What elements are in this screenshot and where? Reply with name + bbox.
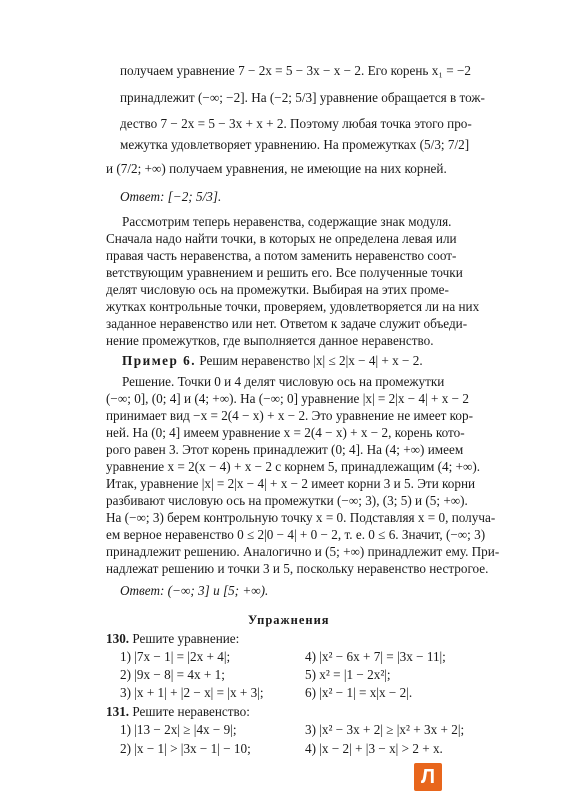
paragraph1-line-1: получаем уравнение 7 − 2x = 5 − 3x − x − 2. Его корень x₁ = −2: [120, 63, 472, 78]
publisher-logo-icon: Л: [414, 763, 442, 791]
paragraph1-line-3: дество 7 − 2x = 5 − 3x + x + 2. Поэтому любая точка этого про-: [120, 116, 472, 131]
task-131: [106, 703, 250, 720]
paragraph2-line-3: правая часть неравенства, а потом заменить неравенство соот-: [106, 248, 457, 263]
paragraph2-line-2: Сначала надо найти точки, в которых не определена левая или: [106, 231, 457, 246]
task-130-number: 130.: [106, 631, 130, 646]
solution-line-1: Решение. Точки 0 и 4 делят числовую ось на промежутки: [122, 374, 445, 389]
task-130: [106, 630, 239, 647]
exercises-heading: Упражнения: [248, 613, 330, 627]
task-131-number: 131.: [106, 704, 130, 719]
solution-line-7: Итак, уравнение |x| = 2|x − 4| + x − 2 имеет корни 3 и 5. Эти корни: [106, 476, 476, 491]
paragraph1-line-5: и (7/2; +∞) получаем уравнения, не имеющие на них корней.: [106, 161, 447, 176]
task-131-item-4: 4) |x − 2| + |3 − x| > 2 + x.: [305, 741, 443, 756]
solution-line-10: ем верное неравенство 0 ≤ 2|0 − 4| + 0 − 2, т. е. 0 ≤ 6. Значит, (−∞; 3): [106, 527, 486, 542]
paragraph2-line-1: Рассмотрим теперь неравенства, содержащие знак модуля.: [122, 214, 452, 229]
solution-line-12: надлежат решению и точки 3 и 5, поскольку неравенство нестрогое.: [106, 561, 489, 576]
solution-line-9: На (−∞; 3) берем контрольную точку x = 0. Подставляя x = 0, получа-: [106, 510, 496, 525]
example-6: [122, 352, 423, 369]
task-130-item-1: 1) |7x − 1| = |2x + 4|;: [120, 649, 231, 664]
paragraph1-line-4: межутка удовлетворяет уравнению. На промежутках (5/3; 7/2]: [120, 137, 470, 152]
task-131-item-1: 1) |13 − 2x| ≥ |4x − 9|;: [120, 722, 237, 737]
task-131-item-2: 2) |x − 1| > |3x − 1| − 10;: [120, 741, 251, 756]
solution-line-5: рого равен 3. Этот корень принадлежит (0; 4]. На (4; +∞) имеем: [106, 442, 464, 457]
task-130-item-4: 4) |x² − 6x + 7| = |3x − 11|;: [305, 649, 446, 664]
example-6-text: Решим неравенство |x| ≤ 2|x − 4| + x − 2.: [199, 353, 423, 368]
solution-line-4: ней. На (0; 4] имеем уравнение x = 2(4 − x) + x − 2, корень кото-: [106, 425, 465, 440]
answer-2: Ответ: (−∞; 3] и [5; +∞).: [120, 583, 269, 598]
task-130-item-6: 6) |x² − 1| = x|x − 2|.: [305, 685, 413, 700]
solution-line-11: принадлежит решению. Аналогично и (5; +∞) принадлежит ему. При-: [106, 544, 500, 559]
example-6-label: Пример 6.: [122, 353, 197, 368]
paragraph2-line-4: ветствующим уравнением и решить его. Все полученные точки: [106, 265, 463, 280]
paragraph2-line-6: жутках контрольные точки, проверяем, удовлетворяется ли на них: [106, 299, 480, 314]
paragraph2-line-5: делят числовую ось на промежутки. Выбирая на этих проме-: [106, 282, 449, 297]
paragraph2-line-8: нение промежутков, где выполняется данное неравенство.: [106, 333, 434, 348]
solution-line-8: разбивают числовую ось на промежутки (−∞; 3), (3; 5) и (5; +∞).: [106, 493, 468, 508]
paragraph1-line-2: принадлежит (−∞; −2]. На (−2; 5/3] уравнение обращается в тож-: [120, 90, 485, 105]
solution-line-2: (−∞; 0], (0; 4] и (4; +∞). На (−∞; 0] уравнение |x| = 2|x − 4| + x − 2: [106, 391, 469, 406]
task-131-item-3: 3) |x² − 3x + 2| ≥ |x² + 3x + 2|;: [305, 722, 465, 737]
task-130-item-5: 5) x² = |1 − 2x²|;: [305, 667, 391, 682]
task-130-item-3: 3) |x + 1| + |2 − x| = |x + 3|;: [120, 685, 264, 700]
task-130-item-2: 2) |9x − 8| = 4x + 1;: [120, 667, 225, 682]
task-131-prompt: Решите неравенство:: [132, 704, 250, 719]
answer-1: Ответ: [−2; 5/3].: [120, 189, 222, 204]
solution-line-6: уравнение x = 2(x − 4) + x − 2 с корнем 5, принадлежащим (4; +∞).: [106, 459, 481, 474]
paragraph2-line-7: заданное неравенство или нет. Ответом к задаче служит объеди-: [106, 316, 468, 331]
solution-line-3: принимает вид −x = 2(4 − x) + x − 2. Это уравнение не имеет кор-: [106, 408, 473, 423]
task-130-prompt: Решите уравнение:: [132, 631, 240, 646]
